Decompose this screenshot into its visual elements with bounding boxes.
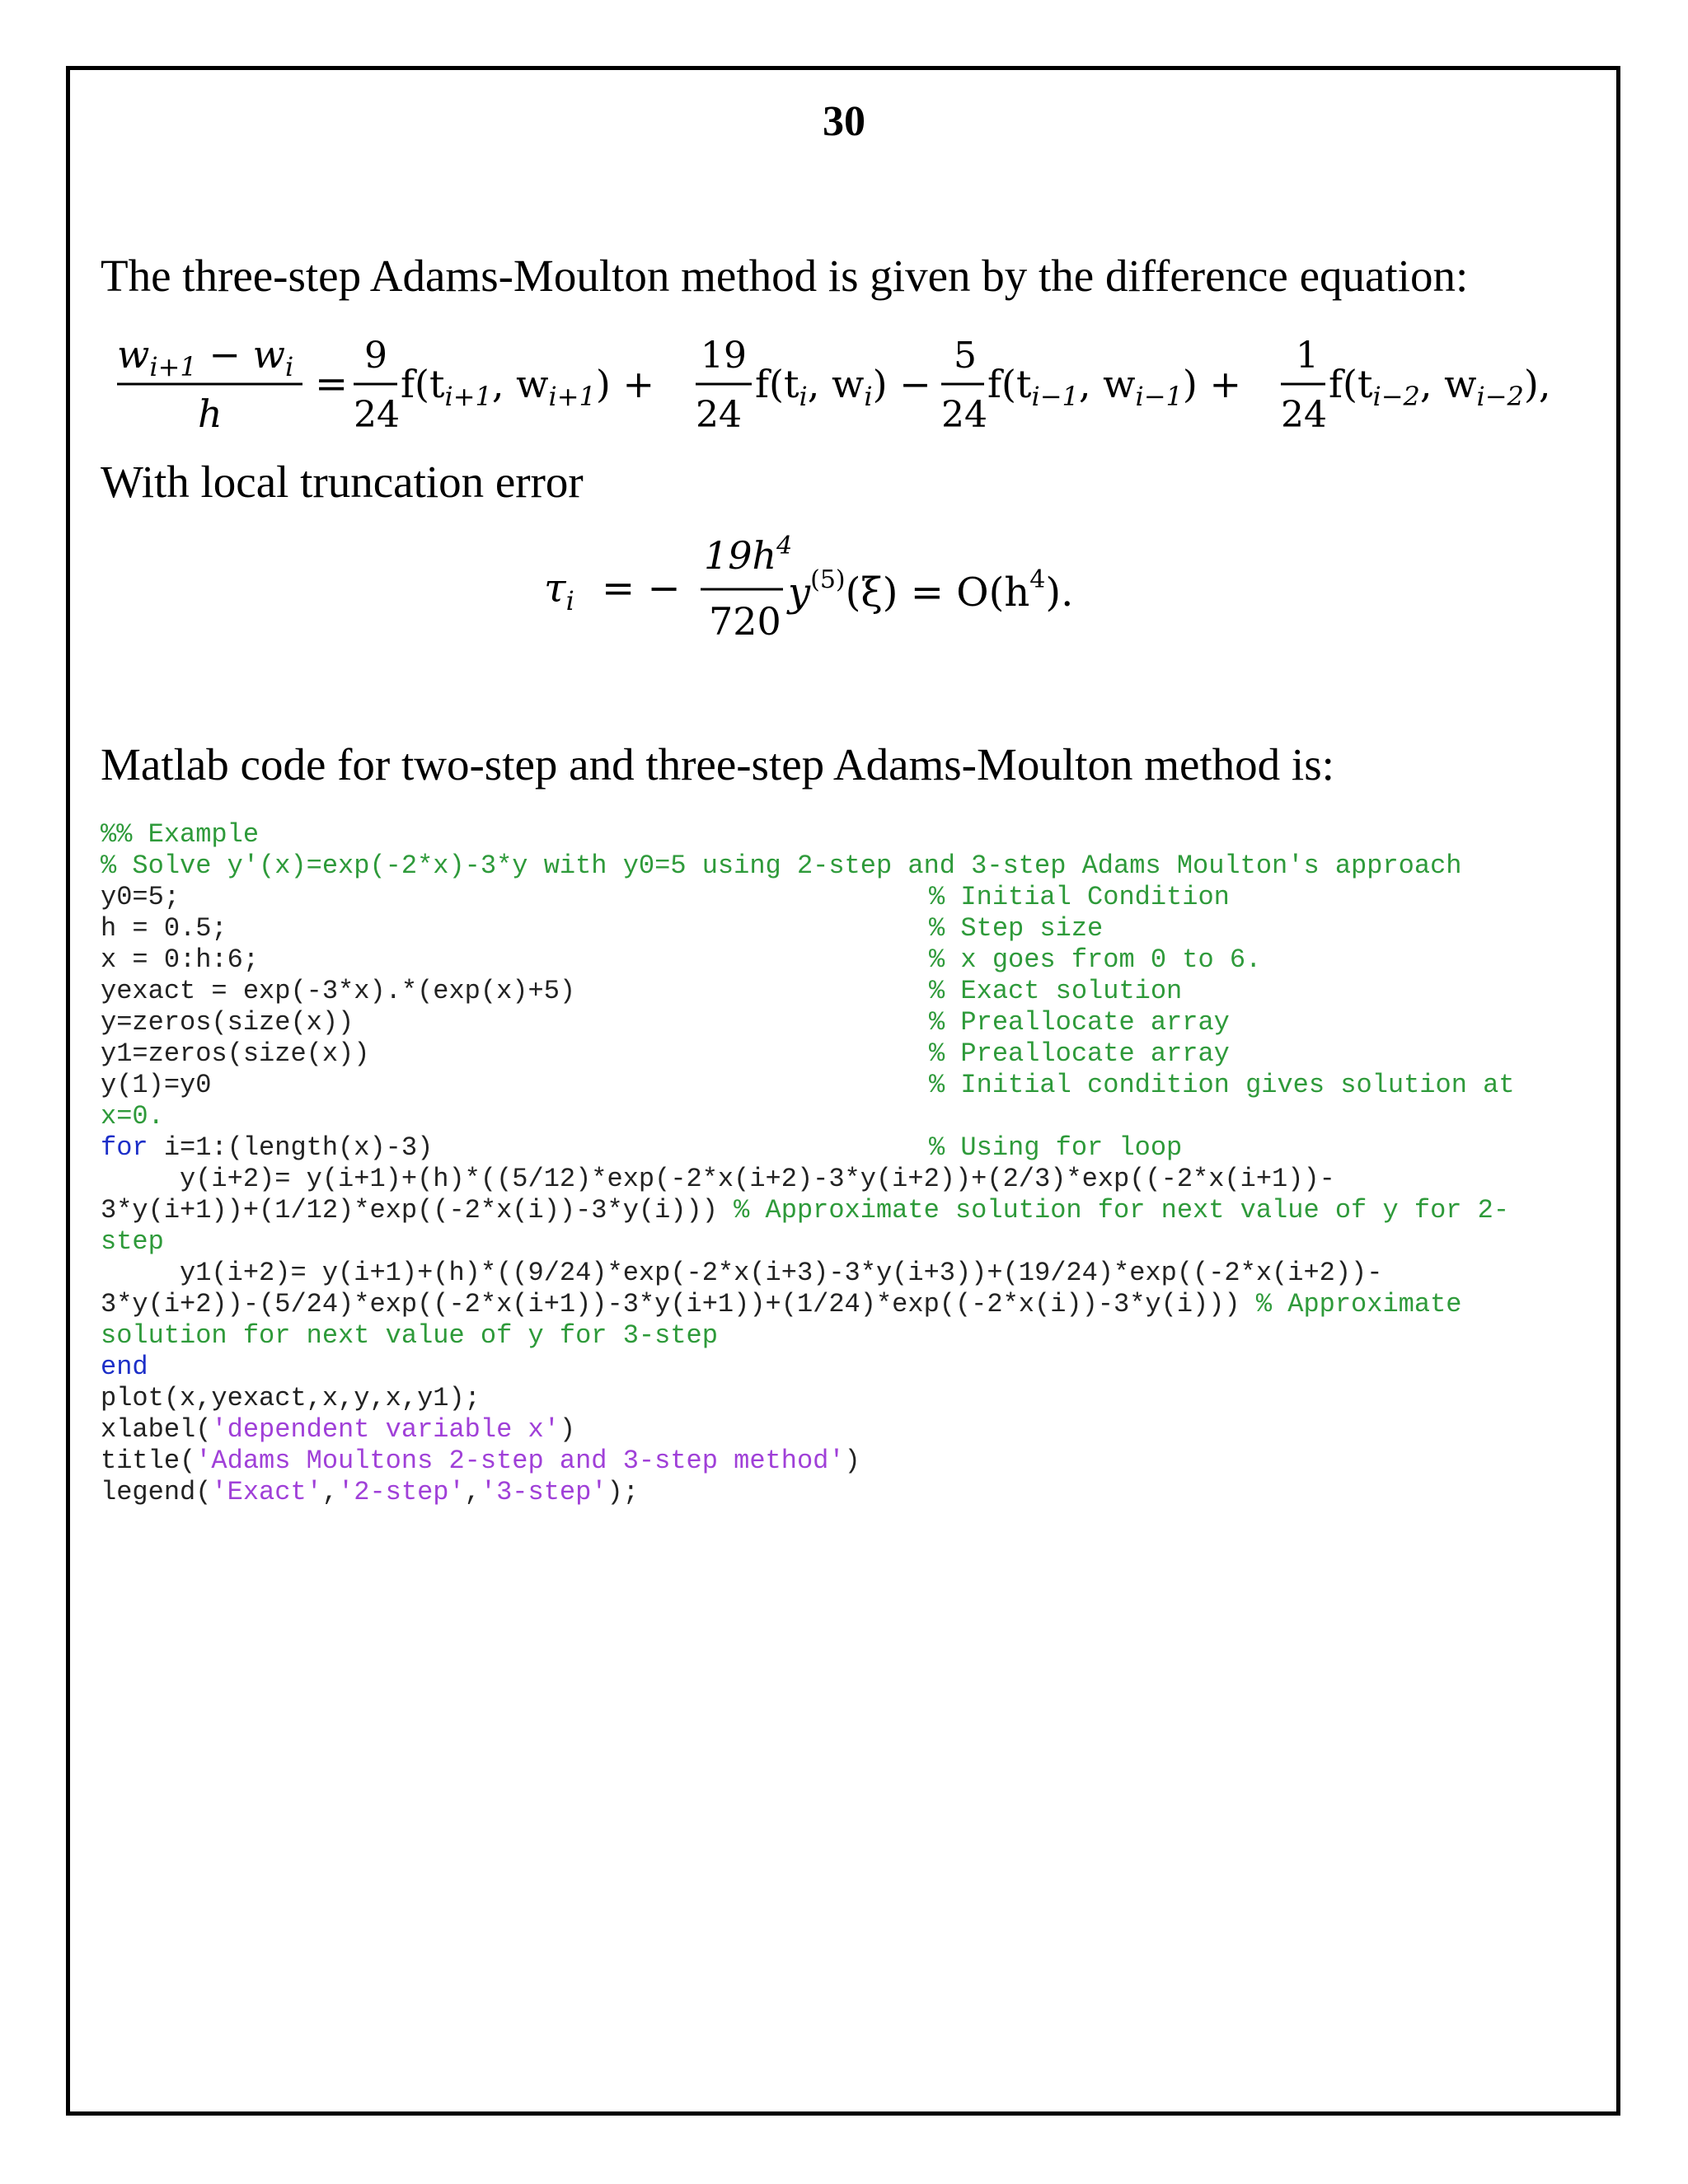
svg-text:f(ti, wi) −: $f(t_i$, $w_i$) −	[755, 362, 931, 412]
code-line: title('Adams Moultons 2-step and 3-step method')	[101, 1446, 860, 1476]
equals-minus: = −	[602, 565, 681, 612]
code-line: x = 0:h:6; % x goes from 0 to 6.	[101, 944, 1262, 975]
tau-denominator: 720	[709, 599, 781, 644]
lhs-w: w	[117, 332, 150, 377]
svg-text:y(5)(ξ) = O(h4).: $y^{(5)}(\xi) = O(h^4)$.	[788, 565, 1074, 616]
coef2-denominator: 24	[696, 394, 742, 435]
code-line: y1=zeros(size(x)) % Preallocate array	[101, 1038, 1230, 1069]
svg-text:19h4: $19h^4$	[704, 532, 793, 578]
coef3-numerator: 5	[954, 335, 977, 377]
coef3-denominator: 24	[941, 394, 987, 435]
intro-text: The three-step Adams-Moulton method is given by the difference equation:	[101, 251, 1469, 301]
code-line: %% Example	[101, 819, 260, 850]
svg-text:f(ti+1, wi+1) +: $f(t_{i+1}$, $w_{i+1}$) +	[401, 362, 655, 412]
code-line: 3*y(i+1))+(1/12)*exp((-2*x(i))-3*y(i))) % Approximate solution for next value of y for 2-	[101, 1195, 1510, 1226]
svg-text:τi: $\tau_i$	[544, 565, 574, 616]
code-line: for i=1:(length(x)-3) % Using for loop	[101, 1132, 1183, 1163]
adams-moulton-equation	[109, 328, 1584, 435]
code-line: end	[101, 1352, 148, 1382]
svg-text:f(ti−2, wi−2),: $f(t_{i-2}$, $w_{i-2}$),	[1329, 362, 1551, 412]
code-line: h = 0.5; % Step size	[101, 913, 1104, 944]
page-number: 30	[823, 98, 865, 145]
code-line: y(1)=y0 % Initial condition gives solution at	[101, 1070, 1515, 1100]
coef2-numerator: 19	[701, 335, 747, 377]
equals-sign: =	[315, 361, 349, 407]
tau-symbol: τ	[544, 565, 566, 612]
coef4-numerator: 1	[1296, 335, 1319, 377]
coef4-denominator: 24	[1281, 394, 1327, 435]
code-line: x=0.	[101, 1101, 164, 1132]
lhs-denominator: h	[198, 391, 223, 435]
coef1-numerator: 9	[364, 335, 387, 377]
svg-text:wi+1 − wi: $w_{i+1} - w_i$	[117, 332, 294, 382]
truncation-text: With local truncation error	[101, 457, 584, 507]
code-line: plot(x,yexact,x,y,x,y1);	[101, 1383, 481, 1413]
code-line: % Solve y'(x)=exp(-2*x)-3*y with y0=5 using 2-step and 3-step Adams Moulton's approach	[101, 851, 1462, 881]
matlab-code-block	[101, 819, 1584, 1508]
truncation-error-equation	[536, 527, 1162, 651]
code-line: step	[101, 1226, 164, 1257]
code-line: y(i+2)= y(i+1)+(h)*((5/12)*exp(-2*x(i+2)-3*y(i+2))+(2/3)*exp((-2*x(i+1))-	[101, 1164, 1335, 1194]
code-line: 3*y(i+2))-(5/24)*exp((-2*x(i+1))-3*y(i+1))+(1/24)*exp((-2*x(i))-3*y(i))) % Approximate	[101, 1289, 1462, 1319]
code-line: y=zeros(size(x)) % Preallocate array	[101, 1007, 1230, 1038]
code-line: legend('Exact','2-step','3-step');	[101, 1477, 639, 1507]
code-line: y1(i+2)= y(i+1)+(h)*((9/24)*exp(-2*x(i+3)-3*y(i+3))+(19/24)*exp((-2*x(i+2))-	[101, 1258, 1383, 1288]
coef1-denominator: 24	[354, 394, 400, 435]
code-line: yexact = exp(-3*x).*(exp(x)+5) % Exact solution	[101, 976, 1183, 1006]
code-line: xlabel('dependent variable x')	[101, 1414, 576, 1445]
matlab-heading: Matlab code for two-step and three-step Adams-Moulton method is:	[101, 739, 1334, 790]
code-line: y0=5; % Initial Condition	[101, 882, 1230, 912]
code-line: solution for next value of y for 3-step	[101, 1320, 718, 1351]
svg-text:f(ti−1, wi−1) +: $f(t_{i-1}$, $w_{i-1}$) +	[987, 362, 1242, 412]
